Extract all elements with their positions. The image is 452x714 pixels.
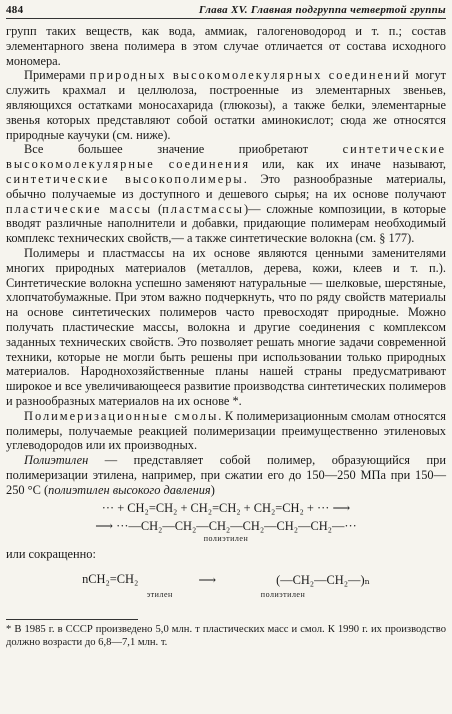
ethylene-formula: nCH₂=CH₂	[82, 571, 139, 586]
text-run: . Это разнообразные материалы, обычно получаемые из доступного и дешевого сырья; на их основе получают	[6, 171, 446, 201]
polyethylene-formula: (—CH₂—CH₂—)ₙ	[276, 572, 370, 587]
spaced-term: пластические массы	[6, 201, 153, 216]
short-equation-labels	[6, 590, 446, 599]
spaced-term: природных высокомолекулярных соединений	[89, 68, 411, 83]
text-run: или, как их иначе называют,	[250, 157, 446, 172]
text-run: Примерами	[24, 68, 90, 83]
footnote: * В 1985 г. в СССР произведено 5,0 млн. т пластических масс и смол. К 1990 г. их производство должно возрасти до 6,8—7,1 млн. т.	[6, 623, 446, 648]
paragraph-polyethylene	[6, 453, 446, 497]
spaced-term: Полимеризационные смолы	[24, 408, 219, 423]
chapter-title: Глава XV. Главная подгруппа четвертой группы	[198, 4, 446, 16]
spaced-term: пластмассы	[162, 201, 244, 216]
footnote-divider	[6, 619, 138, 620]
equation-line-1: ··· + CH₂=CH₂ + CH₂=CH₂ + CH₂=CH₂ + ··· ⟶	[101, 500, 351, 515]
paragraph-applications: Полимеры и пластмассы на их основе являются ценными заменителями многих природных материалов (металлов, дерева, кожи, клеев и т. п.). Синтетические волокна успешно заменяют натуральные — шелковые, шерстяные, хлопчатобумажные. При этом важно подчеркнуть, что по ряду свойств материалы на основе синтетических полимеров часто превосходят природные. Можно получать пластические массы, волокна и другие соединения с комплексом заданных технических свойств. Это позволяет решать многие задачи современной техники, которые не могли быть решены при использовании только природных материалов. Народнохозяйственные планы нашей страны предусматривают широкое и все увеличивающееся развитие производства синтетических полимеров и разнообразных материалов на их основе *.	[6, 245, 446, 408]
ethylene-label: этилен	[146, 589, 173, 599]
italic-term: Полиэтилен	[24, 453, 89, 468]
text-run: — представляет собой полимер, образующийся при полимеризации этилена, например, при сжатии его до 150—250 МПа при 150—250 °С (	[6, 453, 446, 497]
short-equation	[6, 572, 446, 588]
paragraph-continuation: групп таких веществ, как вода, аммиак, галогеноводород и т. п.; состав элементарного звена полимера в этом случае отличается от состава исходного мономера.	[6, 24, 446, 68]
paragraph-natural-polymers	[6, 68, 446, 142]
text-run: )— сложные композиции, в которые вводят различные наполнители и добавки, придающие полимерам необходимый комплекс технических свойств,— а также синтетические волокна (см. § 177).	[6, 201, 447, 246]
text-run: Все большее значение приобретают	[24, 142, 343, 157]
spaced-term: синтетические высокополимеры	[6, 171, 244, 186]
equation-line-2: ⟶ ···—CH₂—CH₂—CH₂—CH₂—CH₂—CH₂—···	[95, 518, 357, 533]
equation-label-polyethylene: полиэтилен	[203, 533, 249, 543]
spaced-term: синтетические высокомолекулярные соединения	[6, 142, 446, 172]
paragraph-polymerization-resins	[6, 409, 446, 453]
page-number: 484	[6, 4, 24, 16]
text-run: )	[210, 482, 215, 497]
running-head	[6, 4, 446, 19]
short-form-caption: или сокращенно:	[6, 546, 96, 561]
polyethylene-label: полиэтилен	[260, 589, 306, 599]
text-run: . К полимеризационным смолам относятся полимеры, получаемые реакцией полимеризации преимущественно этиленовых углеводородов или их производных.	[6, 408, 446, 453]
italic-term: полиэтилен высокого давления	[48, 482, 211, 497]
paragraph-synthetic-polymers	[6, 142, 446, 246]
reaction-arrow: ⟶	[198, 572, 217, 587]
text-run: могут служить крахмал и целлюлоза, построенные из элементарных звеньев, являющихся остатками моносахарида (глюкозы), а также белки, элементарные звенья которых представляют собой остатки аминокислот; сюда же относятся природные каучуки (см. ниже).	[6, 68, 446, 142]
text-run: (	[152, 201, 163, 216]
